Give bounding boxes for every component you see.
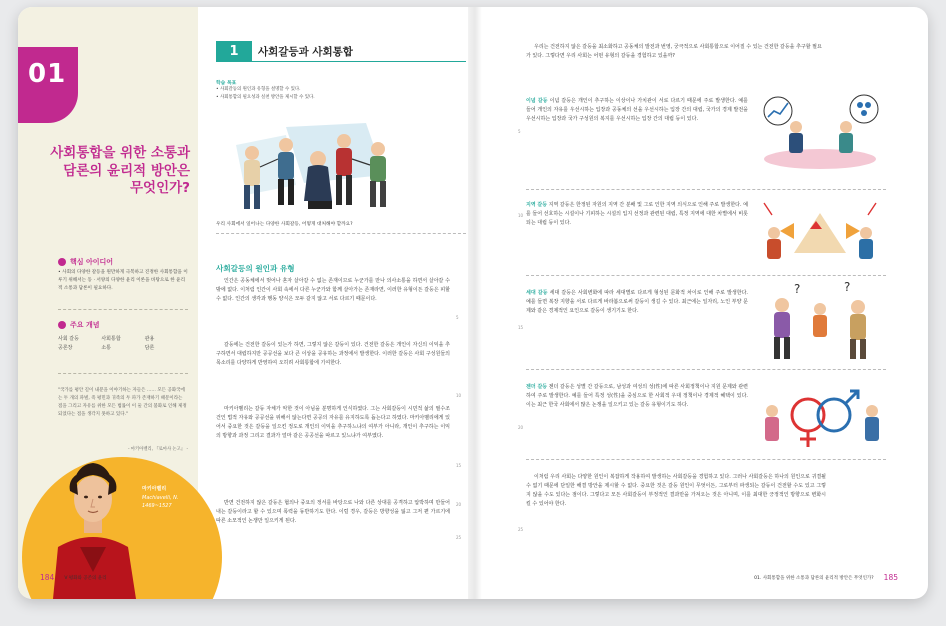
core-idea-text: • 사회의 다양한 갈등을 원만하게 극복하고 진정한 사회통합을 이루기 위해서는 동 · 서양의 다양한 윤리 이론을 바탕으로 한 윤리적 소통과 담론이 필요하다. (58, 270, 188, 291)
textbook-spread (18, 7, 928, 599)
portrait-caption: 마키아벨리 Machiavelli, N. 1469~1527 (142, 486, 179, 509)
concept-item: 담론 (144, 345, 155, 351)
line-number: 15 (456, 463, 462, 468)
unit-title: 사회통합을 위한 소통과 담론의 윤리적 방안은 무엇인가? (50, 145, 190, 197)
section-title: 사회갈등의 원인과 유형 (216, 264, 295, 273)
svg-text:?: ? (844, 280, 851, 294)
conflict-generation: 세대 갈등 세대 갈등은 사회변화에 따라 세대별로 다르게 형성된 문화적 차이로 인해 주로 발생한다. 예를 들면 복장 지향을 서로 다르게 바라봄으로써 갈등이 생길 수 있다. 최근에는 일자리, 노인 부양 문제와 같은 경제적인 요인으로 갈등이 생기기도 한다. (526, 290, 749, 315)
body-paragraph: 마키아벨리는 갈등 자체가 악한 것이 아님을 분명하게 인식하였다. 그는 사회갈등이 시민적 삶의 필수조건인 법적 자유와 공공선을 위해서 않는다면 공공의 자유를 유지하도록 돕는다고 하였다. 마키아벨리에게 있어서 중요한 것은 갈등을 일으킨 정도로 개인의 이익을 추구하느냐의 여부가 아니라, 개인이 추구하는 이익의 방향과 과정 그리고 결과가 얼마 같은 공공선을 따르고 있느냐가 여부였다. (216, 406, 450, 440)
divider (526, 275, 886, 276)
conflict-region: 지역 갈등 지역 갈등은 한정된 자원의 지역 간 분배 및 그로 인한 지역 의식으로 인해 주로 발생한다. 예를 들어 선호하는 시설이나 기피하는 시설의 입지 선정과 관련된 대립, 특정 지역에 대한 차별에서 비롯되는 대립 등이 있다. (526, 202, 748, 227)
ideology-illustration (754, 89, 886, 173)
conflict-label: 지역 갈등 (526, 202, 548, 208)
goal-head: 학습 목표 (216, 81, 237, 86)
line-number: 20 (456, 502, 462, 507)
region-illustration (754, 193, 886, 277)
body-paragraph: 갈등에는 건전한 갈등이 있는가 하면, 그렇지 않은 갈등이 있다. 건전한 갈등은 개인이 자신의 이익을 추구하면서 대립하지만 공공선을 보다 큰 이상을 공유하는 과정에서 발생한다. 이러한 갈등은 사회 구성원들의 목소리를 다양하게 반영하여 오히려 사회통합에 기여한다. (216, 342, 450, 367)
quote-text: "국가를 평안 길이 내분을 이야기하는 자들은 …… 모든 공화국에는 두 개의 파벌, 즉 평민과 귀족의 두 파가 존재하기 때문이라는 점을 그리고 자유를 위한 모든 법률이 이 둘 간의 불화로 인해 제정되었다는 점을 생각지 못하고 있다." (58, 388, 187, 418)
goal-item: • 사회갈등의 원인과 유형을 설명할 수 있다. (216, 87, 301, 92)
line-number: 10 (456, 393, 462, 398)
line-number: 10 (518, 213, 524, 218)
conflict-illustration (216, 115, 416, 215)
divider (216, 233, 466, 234)
conflict-label: 젠더 갈등 (526, 384, 548, 390)
divider (58, 309, 188, 310)
goal-item: • 사회통합의 필요성과 실천 방안을 제시할 수 있다. (216, 95, 315, 101)
unit-number: 01 (28, 59, 67, 89)
divider (526, 189, 886, 190)
conflict-label: 이념 갈등 (526, 98, 548, 104)
lesson-number: 1 (216, 41, 252, 61)
part-label: Ⅴ 평화와 공존의 윤리 (64, 575, 107, 581)
core-idea-head: 핵심 아이디어 (58, 257, 113, 267)
pin-icon (58, 258, 66, 266)
pin-icon (58, 321, 66, 329)
divider (526, 459, 886, 460)
body-paragraph: 인간은 공동체에서 벗어나 혼자 살아갈 수 없는 존재이므로 누군가를 만나 의사소통을 하면서 살아갈 수밖에 없다. 이처럼 인간이 사회 속에서 다른 누군가와 함께 살아가는 존재라면, 이러한 유형이든 갈등은 피할 수 없다. 인간의 생각과 행동 양식은 모두 같지 않고 서로 다르기 때문이다. (216, 278, 450, 303)
lesson-underline (216, 61, 466, 62)
book-gutter (468, 7, 482, 599)
line-number: 15 (518, 325, 524, 330)
concept-item: 소통 (101, 345, 111, 351)
unit-sidebar (18, 7, 198, 599)
lesson-title: 사회갈등과 사회통합 (258, 45, 353, 58)
page-number: 184 (40, 573, 55, 582)
line-number: 25 (456, 535, 462, 540)
svg-text:?: ? (794, 282, 801, 296)
learning-goals (216, 79, 456, 103)
right-folio (754, 573, 898, 582)
running-title: 01. 사회통합을 위한 소통과 담론의 윤리적 방안은 무엇인가? (754, 575, 874, 581)
right-page (482, 7, 928, 599)
outro-paragraph: 이처럼 우리 사회는 다양한 원인이 복잡하게 작용하여 발생하는 사회갈등을 경험하고 있다. 그러나 사회갈등은 하나의 원인으로 귀결될 수 없기 때문에 단일한 해결 방안을 제시할 수 없다. 중요한 것은 갈등 원인이 무엇이든, 그로부터 파생되는 갈등이 건전할 수도 있고 그렇지 않을 수도 있다는 점이다. 그렇다고 모든 사회갈등이 부정적인 결과만을 가져오는 것은 아니며, 이를 최대한 긍정적인 방향으로 변화시킬 수 있어야 한다. (526, 474, 826, 508)
concept-list (58, 335, 188, 351)
line-number: 5 (518, 129, 521, 134)
concept-item: 관용 (144, 336, 155, 342)
line-number: 5 (456, 315, 459, 320)
conflict-gender: 젠더 갈등 젠더 갈등은 성별 간 갈등으로, 남성과 여성의 성(性)에 따른 사회정책이나 지원 문제와 관련하여 주로 발생한다. 예를 들어 특정 성(性)을 중심으로 한 사회적 우대 정책이나 경제적 혜택이 있다. 이는 최근 한국 사회에서 많은 논쟁을 일으키고 있는 갈등 유형이기도 하다. (526, 384, 748, 409)
quote-source: - 마키아벨리, 『로마사 논고』 - (127, 447, 188, 452)
intro-paragraph: 우리는 건전하지 않은 갈등을 최소화하고 공동체의 발전과 번영, 궁극적으로 사회통합으로 이어질 수 있는 건전한 갈등을 추구할 필요가 있다. 그렇다면 우리 사회는 어떤 유형의 갈등을 경험하고 있을까? (526, 44, 822, 60)
lesson-header (216, 41, 353, 61)
illustration-caption: 우리 사회에서 일어나는 다양한 사회갈등, 어떻게 대처해야 할까요? (216, 222, 353, 227)
left-page (198, 7, 470, 599)
left-folio (40, 573, 106, 582)
gender-illustration (754, 377, 886, 461)
concept-item: 공론장 (58, 345, 73, 351)
body-paragraph: 반면 건전하지 않은 갈등은 협의나 중요의 정서를 바탕으로 나와 다른 상대를 공격하고 압박하며 만들어내는 갈등이라고 할 수 있으며 폭력을 동반하기도 한다. 이럴 경우, 갈등은 방향성을 잃고 그저 편 가르기에 따른 소모적인 논쟁만 일으키게 된다. (216, 500, 450, 525)
key-concepts-head: 주요 개념 (58, 320, 100, 330)
divider (526, 369, 886, 370)
line-number: 25 (518, 527, 524, 532)
line-number: 20 (518, 425, 524, 430)
conflict-ideology: 이념 갈등 이념 갈등은 개인이 추구하는 이상이나 가치관이 서로 다르기 때문에 주로 발생한다. 예를 들어 개인의 자유를 우선시하는 입장과 공동체의 선을 우선시하는 입장 간의 대립, 국가의 경제 발전을 우선시하는 입장과 국가 구성원의 복지를 우선시하는 입장 간의 대립 등이 있다. (526, 98, 749, 123)
divider (58, 373, 188, 374)
generation-illustration (754, 279, 886, 363)
concept-item: 사회통합 (101, 336, 121, 342)
concept-item: 사회 갈등 (58, 336, 79, 342)
conflict-label: 세대 갈등 (526, 290, 548, 296)
page-number: 185 (883, 573, 898, 582)
